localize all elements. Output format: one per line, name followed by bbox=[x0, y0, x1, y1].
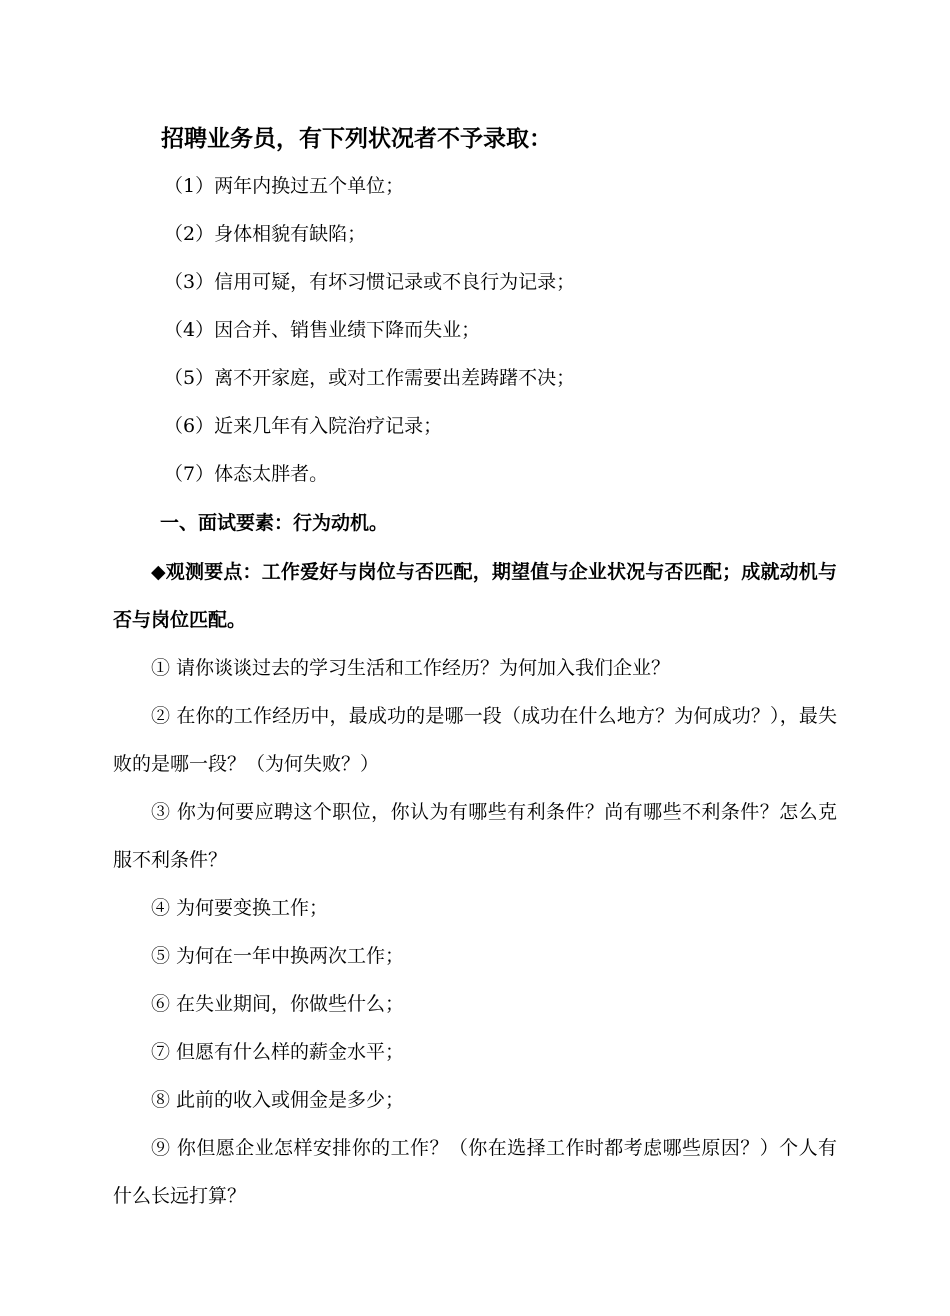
exclusion-item-5: （5）离不开家庭，或对工作需要出差踌躇不决； bbox=[164, 367, 576, 389]
exclusion-item-1: （1）两年内换过五个单位； bbox=[164, 175, 405, 197]
question-2: ② 在你的工作经历中，最成功的是哪一段（成功在什么地方？为何成功？），最失败的是哪一段？（为何失败？） bbox=[113, 705, 837, 775]
question-3: ③ 你为何要应聘这个职位，你认为有哪些有利条件？尚有哪些不利条件？怎么克服不利条件？ bbox=[113, 801, 837, 871]
exclusion-item-3: （3）信用可疑，有坏习惯记录或不良行为记录； bbox=[164, 271, 576, 293]
question-6: ⑥ 在失业期间，你做些什么； bbox=[151, 993, 405, 1015]
document-title: 招聘业务员，有下列状况者不予录取： bbox=[161, 125, 552, 152]
exclusion-item-4: （4）因合并、销售业绩下降而失业； bbox=[164, 319, 481, 341]
question-4: ④ 为何要变换工作； bbox=[151, 897, 329, 919]
question-5: ⑤ 为何在一年中换两次工作； bbox=[151, 945, 405, 967]
exclusion-item-2: （2）身体相貌有缺陷； bbox=[164, 223, 367, 245]
section-heading: 一、面试要素：行为动机。 bbox=[160, 512, 389, 534]
observation-points: ◆观测要点：工作爱好与岗位与否匹配，期望值与企业状况与否匹配；成就动机与否与岗位匹配。 bbox=[113, 561, 837, 631]
exclusion-item-6: （6）近来几年有入院治疗记录； bbox=[164, 415, 443, 437]
question-1: ① 请你谈谈过去的学习生活和工作经历？为何加入我们企业？ bbox=[151, 657, 671, 679]
question-8: ⑧ 此前的收入或佣金是多少； bbox=[151, 1089, 405, 1111]
question-9: ⑨ 你但愿企业怎样安排你的工作？（你在选择工作时都考虑哪些原因？）个人有什么长远打算？ bbox=[113, 1137, 837, 1207]
exclusion-item-7: （7）体态太胖者。 bbox=[164, 463, 329, 485]
question-7: ⑦ 但愿有什么样的薪金水平； bbox=[151, 1041, 405, 1063]
